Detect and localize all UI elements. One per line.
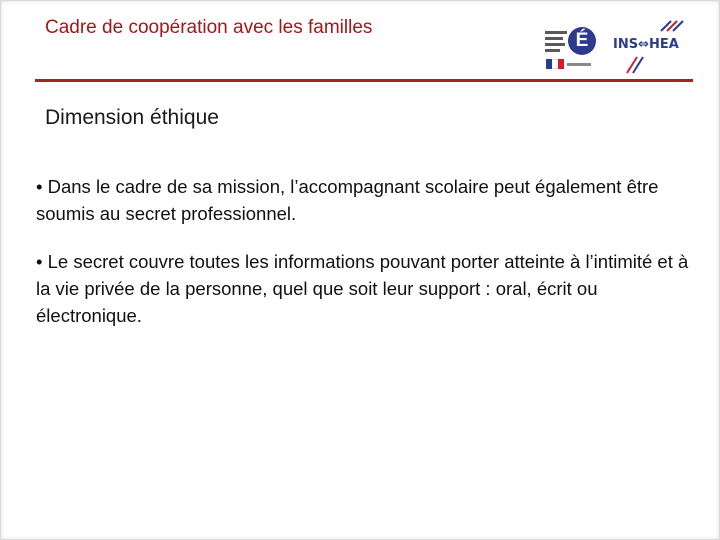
logos-area bbox=[541, 15, 701, 75]
section-title: Dimension éthique bbox=[45, 106, 219, 129]
french-flag-icon bbox=[546, 59, 564, 69]
ministry-e-emblem: É bbox=[568, 27, 596, 55]
ministry-text-lines bbox=[545, 31, 567, 55]
ministere-education-nationale-logo bbox=[541, 15, 603, 75]
ins-text: INS bbox=[613, 37, 639, 52]
header-divider bbox=[35, 79, 693, 82]
header-title: Cadre de coopération avec les familles bbox=[45, 17, 373, 38]
bullet-item: • Dans le cadre de sa mission, l’accompagnant scolaire peut également être soumis au secret professionnel. bbox=[36, 176, 659, 224]
ins-hea-logo bbox=[611, 19, 701, 75]
hea-text: HEA bbox=[649, 37, 679, 52]
ins-hea-wordmark bbox=[613, 37, 679, 52]
double-arrow-icon: ⇔ bbox=[638, 37, 649, 52]
ministry-subtitle-line bbox=[567, 63, 591, 66]
bullet-item: • Le secret couvre toutes les informations pouvant porter atteinte à l’intimité et à la vie privée de la personne, quel que soit leur support : oral, écrit ou électronique. bbox=[36, 251, 689, 326]
bullet-list bbox=[36, 173, 696, 350]
